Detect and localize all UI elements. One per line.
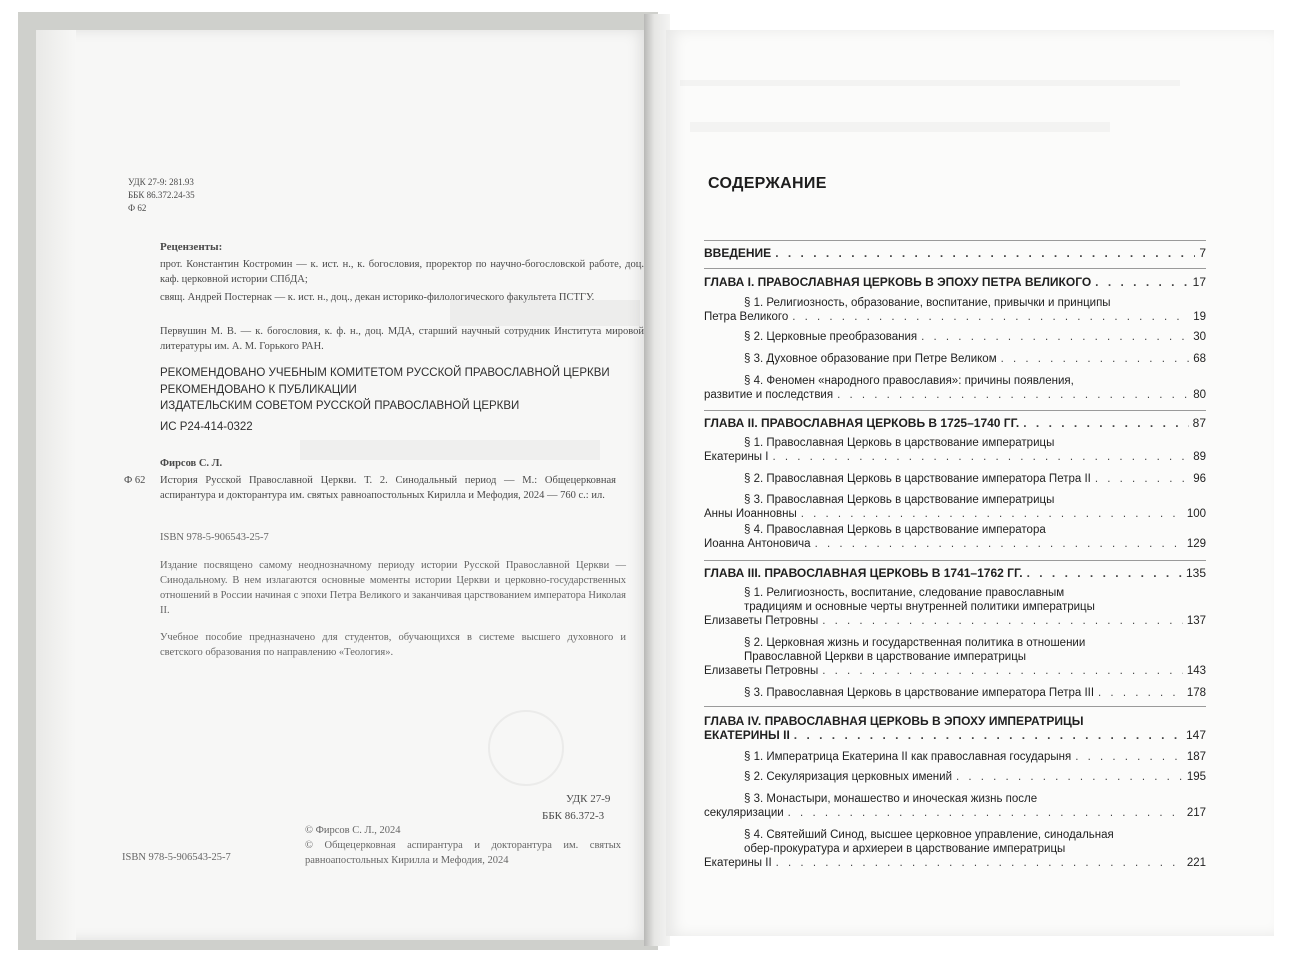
udk-small: УДК 27-9: 281.93 bbox=[128, 177, 194, 187]
table-of-contents bbox=[704, 0, 1206, 968]
toc-page-number: 89 bbox=[1193, 451, 1206, 463]
toc-leader-dots bbox=[1023, 416, 1188, 430]
toc-entry-text: § 1. Религиозность, воспитание, следование православным bbox=[744, 587, 1065, 599]
toc-entry-text: Елизаветы Петровны bbox=[704, 665, 819, 677]
toc-section[interactable] bbox=[704, 636, 1206, 678]
toc-chapter[interactable] bbox=[704, 275, 1206, 289]
annotation-2: Учебное пособие предназначено для студентов, обучающихся в системе высшего духовного и светского образования по направлению «Теология». bbox=[160, 632, 626, 658]
toc-leader-dots bbox=[1098, 686, 1183, 700]
toc-entry-text: ГЛАВА I. ПРАВОСЛАВНАЯ ЦЕРКОВЬ В ЭПОХУ ПЕТРА ВЕЛИКОГО bbox=[704, 275, 1092, 289]
toc-chapter[interactable] bbox=[704, 566, 1206, 580]
toc-section[interactable] bbox=[704, 586, 1206, 628]
toc-page-number: 147 bbox=[1185, 728, 1206, 742]
toc-entry-text: секуляризации bbox=[704, 807, 784, 819]
recommended-committee: РЕКОМЕНДОВАНО УЧЕБНЫМ КОМИТЕТОМ РУССКОЙ ПРАВОСЛАВНОЙ ЦЕРКВИ bbox=[160, 367, 610, 379]
toc-page-number: 143 bbox=[1186, 665, 1206, 677]
toc-entry-text: § 3. Православная Церковь в царствование императрицы bbox=[744, 494, 1055, 506]
toc-section[interactable] bbox=[704, 352, 1206, 366]
f-small: Ф 62 bbox=[128, 203, 147, 213]
toc-entry-text: Елизаветы Петровны bbox=[704, 615, 819, 627]
author-name: Фирсов С. Л. bbox=[160, 458, 223, 469]
is-code: ИС Р24-414-0322 bbox=[160, 421, 253, 433]
reviewer-3: Первушин М. В. — к. богословия, к. ф. н., доц. МДА, старший научный сотрудник Института мировой литературы им. А. М. Горького РАН. bbox=[160, 326, 644, 352]
bbk-small: ББК 86.372.24-35 bbox=[128, 190, 195, 200]
toc-page-number: 195 bbox=[1186, 771, 1206, 783]
toc-page-number: 129 bbox=[1186, 538, 1206, 550]
toc-entry-text: Православной Церкви в царствование императрицы bbox=[744, 651, 1027, 663]
reviewer-2: свящ. Андрей Постернак — к. ист. н., доц., декан историко-филологического факультета ПСТГУ. bbox=[160, 292, 595, 303]
toc-entry-text: § 3. Духовное образование при Петре Великом bbox=[744, 353, 997, 365]
toc-leader-dots bbox=[815, 537, 1183, 551]
toc-title: СОДЕРЖАНИЕ bbox=[708, 175, 827, 192]
toc-entry-text: ГЛАВА IV. ПРАВОСЛАВНАЯ ЦЕРКОВЬ В ЭПОХУ ИМПЕРАТРИЦЫ bbox=[704, 714, 1084, 728]
toc-divider bbox=[704, 560, 1206, 561]
isbn-bottom: ISBN 978-5-906543-25-7 bbox=[122, 852, 231, 863]
toc-entry-text: § 1. Религиозность, образование, воспитание, привычки и принципы bbox=[744, 297, 1111, 309]
f-code: Ф 62 bbox=[124, 475, 146, 486]
toc-page-number: 19 bbox=[1193, 311, 1206, 323]
toc-page-number: 135 bbox=[1185, 566, 1206, 580]
toc-leader-dots bbox=[1001, 352, 1190, 366]
toc-page-number: 217 bbox=[1186, 807, 1206, 819]
toc-entry-text: развитие и последствия bbox=[704, 389, 834, 401]
toc-entry-text: § 4. Святейший Синод, высшее церковное управление, синодальная bbox=[744, 829, 1114, 841]
toc-entry-text: ЕКАТЕРИНЫ II bbox=[704, 728, 790, 742]
toc-leader-dots bbox=[775, 246, 1195, 260]
toc-section[interactable] bbox=[704, 750, 1206, 764]
toc-page-number: 137 bbox=[1186, 615, 1206, 627]
toc-leader-dots bbox=[822, 614, 1183, 628]
toc-divider bbox=[704, 410, 1206, 411]
toc-entry-text: Иоанна Антоновича bbox=[704, 538, 811, 550]
toc-leader-dots bbox=[788, 806, 1183, 820]
toc-entry-text: Анны Иоанновны bbox=[704, 508, 797, 520]
toc-leader-dots bbox=[822, 664, 1183, 678]
toc-page-number: 187 bbox=[1186, 751, 1206, 763]
toc-leader-dots bbox=[956, 770, 1183, 784]
toc-chapter[interactable] bbox=[704, 714, 1206, 742]
toc-entry-text: § 4. Феномен «народного православия»: причины появления, bbox=[744, 375, 1074, 387]
toc-section[interactable] bbox=[704, 792, 1206, 820]
toc-section[interactable] bbox=[704, 523, 1206, 551]
toc-leader-dots bbox=[1027, 566, 1182, 580]
toc-entry-text: Екатерины I bbox=[704, 451, 769, 463]
toc-section[interactable] bbox=[704, 828, 1206, 870]
toc-leader-dots bbox=[794, 728, 1182, 742]
recommended-publication: РЕКОМЕНДОВАНО К ПУБЛИКАЦИИ bbox=[160, 384, 357, 396]
toc-page-number: 100 bbox=[1186, 508, 1206, 520]
toc-leader-dots bbox=[1095, 472, 1189, 486]
copyright-publisher: © Общецерковная аспирантура и докторантура им. святых равноапостольных Кирилла и Мефодия, 2024 bbox=[305, 840, 621, 866]
reviewers-heading: Рецензенты: bbox=[160, 241, 223, 253]
left-page-edge bbox=[36, 30, 76, 940]
toc-leader-dots bbox=[837, 388, 1189, 402]
toc-page-number: 30 bbox=[1193, 331, 1206, 343]
toc-entry-text: ГЛАВА II. ПРАВОСЛАВНАЯ ЦЕРКОВЬ В 1725–1740 ГГ. bbox=[704, 416, 1020, 430]
toc-leader-dots bbox=[921, 330, 1189, 344]
toc-entry-text: § 1. Православная Церковь в царствование императрицы bbox=[744, 437, 1055, 449]
toc-entry-text: § 1. Императрица Екатерина II как православная государыня bbox=[744, 751, 1072, 763]
toc-section[interactable] bbox=[704, 686, 1206, 700]
toc-divider bbox=[704, 240, 1206, 241]
toc-leader-dots bbox=[776, 856, 1183, 870]
toc-entry-text: Екатерины II bbox=[704, 857, 772, 869]
annotation-1: Издание посвящено самому неоднозначному периоду истории Русской Православной Церкви — Синодальному. В нем излагаются основные моменты истории Церкви и церковно-государственных отношений в России начиная с эпохи Петра Великого и заканчивая царствованием императора Николая II. bbox=[160, 560, 626, 616]
isbn-1: ISBN 978-5-906543-25-7 bbox=[160, 532, 269, 543]
toc-entry-text: традициям и основные черты внутренней политики императрицы bbox=[744, 601, 1095, 613]
toc-page-number: 87 bbox=[1192, 416, 1206, 430]
toc-chapter[interactable] bbox=[704, 416, 1206, 430]
toc-leader-dots bbox=[1075, 750, 1183, 764]
seal-show-through bbox=[488, 710, 564, 786]
toc-entry-text: Петра Великого bbox=[704, 311, 789, 323]
toc-page-number: 96 bbox=[1193, 473, 1206, 485]
reviewer-1: прот. Константин Костромин — к. ист. н., к. богословия, проректор по научно-богословской работе, доц. каф. церковной истории СПбДА; bbox=[160, 259, 644, 285]
publishing-council: ИЗДАТЕЛЬСКИМ СОВЕТОМ РУССКОЙ ПРАВОСЛАВНОЙ ЦЕРКВИ bbox=[160, 400, 520, 412]
toc-page-number: 17 bbox=[1192, 275, 1206, 289]
show-through-bleed bbox=[300, 440, 600, 460]
toc-entry-text: § 2. Церковные преобразования bbox=[744, 331, 918, 343]
bibliographic-record: История Русской Православной Церкви. Т. 2. Синодальный период — М.: Общецерковная аспирантура и докторантура им. святых равноапостольных Кирилла и Мефодия, 2024 — 760 с.: ил. bbox=[160, 475, 616, 501]
toc-divider bbox=[704, 268, 1206, 269]
toc-entry-text: § 4. Православная Церковь в царствование императора bbox=[744, 524, 1046, 536]
toc-section[interactable] bbox=[704, 493, 1206, 521]
toc-leader-dots bbox=[801, 507, 1183, 521]
toc-chapter[interactable] bbox=[704, 246, 1206, 260]
toc-section[interactable] bbox=[704, 436, 1206, 464]
toc-page-number: 80 bbox=[1193, 389, 1206, 401]
toc-section[interactable] bbox=[704, 330, 1206, 344]
toc-section[interactable] bbox=[704, 374, 1206, 402]
toc-divider bbox=[704, 706, 1206, 707]
copyright-author: © Фирсов С. Л., 2024 bbox=[305, 825, 401, 836]
toc-leader-dots bbox=[792, 310, 1189, 324]
bbk-bottom: ББК 86.372-3 bbox=[542, 810, 605, 822]
toc-page-number: 221 bbox=[1186, 857, 1206, 869]
toc-page-number: 68 bbox=[1193, 353, 1206, 365]
toc-entry-text: § 2. Церковная жизнь и государственная политика в отношении bbox=[744, 637, 1086, 649]
toc-entry-text: § 2. Православная Церковь в царствование императора Петра II bbox=[744, 473, 1091, 485]
udk-bottom: УДК 27-9 bbox=[566, 793, 611, 805]
toc-entry-text: § 2. Секуляризация церковных имений bbox=[744, 771, 952, 783]
toc-section[interactable] bbox=[704, 472, 1206, 486]
toc-section[interactable] bbox=[704, 296, 1206, 324]
toc-entry-text: обер-прокуратура и архиереи в царствование императрицы bbox=[744, 843, 1066, 855]
toc-entry-text: § 3. Монастыри, монашество и иноческая жизнь после bbox=[744, 793, 1038, 805]
toc-leader-dots bbox=[772, 450, 1189, 464]
toc-leader-dots bbox=[1095, 275, 1188, 289]
toc-entry-text: ВВЕДЕНИЕ bbox=[704, 246, 772, 260]
toc-page-number: 7 bbox=[1199, 246, 1206, 260]
toc-entry-text: § 3. Православная Церковь в царствование императора Петра III bbox=[744, 687, 1095, 699]
toc-page-number: 178 bbox=[1186, 687, 1206, 699]
toc-entry-text: ГЛАВА III. ПРАВОСЛАВНАЯ ЦЕРКОВЬ В 1741–1762 ГГ. bbox=[704, 566, 1023, 580]
toc-section[interactable] bbox=[704, 770, 1206, 784]
